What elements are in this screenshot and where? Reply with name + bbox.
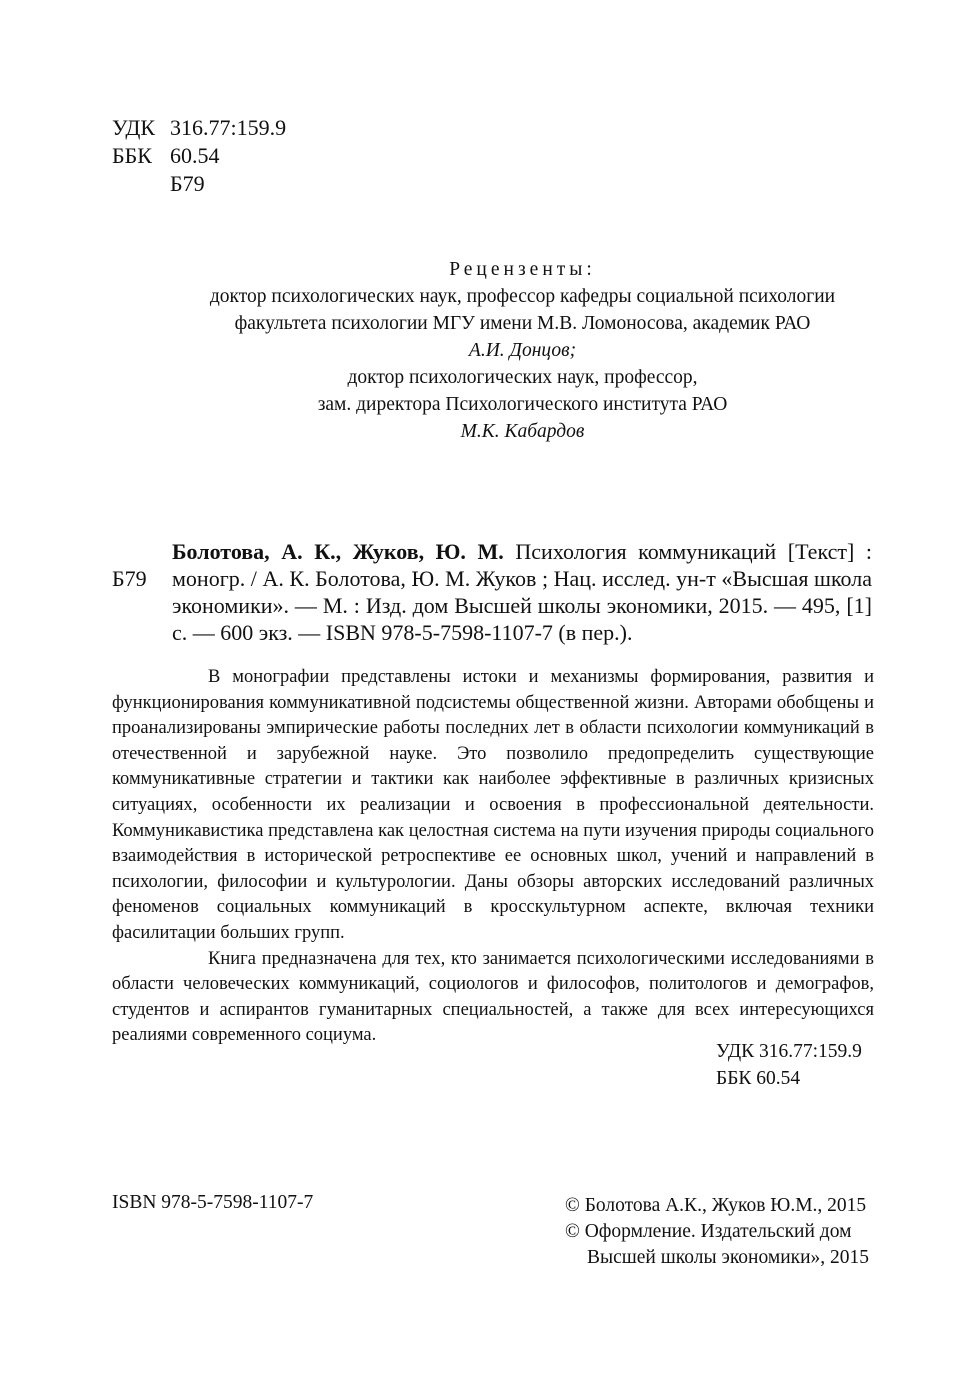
reviewer2-line2: зам. директора Психологического института РАО [317,394,728,415]
classification-codes [112,114,286,198]
bibliography-text: Психология коммуникаций [Текст] : моногр. / А. К. Болотова, Ю. М. Жуков ; Нац. исслед. ун-т «Высшая школа экономики». — М. : Изд. дом Высшей школы экономики, 2015. — 495, [1] с. — 600 экз. — ISBN 978-5-7598-1107-7 (в пер.). [172,539,872,645]
reviewers-block [150,256,895,445]
abstract [112,665,874,1049]
bbk-row [112,142,286,170]
udk-label: УДК [112,115,156,140]
udk-value: 316.77:159.9 [170,115,287,140]
copyright-design-line1: © Оформление. Издательский дом [565,1221,852,1242]
copyright-authors: © Болотова А.К., Жуков Ю.М., 2015 [565,1195,867,1216]
bibliography-record [172,538,872,646]
reviewer2-line1: доктор психологических наук, профессор, [347,367,698,388]
author-mark-row [112,170,286,198]
bottom-codes [716,1038,862,1092]
reviewer1-name: А.И. Донцов; [468,340,577,361]
reviewer1-line2: факультета психологии МГУ имени М.В. Ломоносова, академик РАО [234,313,811,334]
bibliography-authors: Болотова, А. К., Жуков, Ю. М. [172,539,504,564]
copyright-design-line2: Высшей школы экономики», 2015 [587,1247,870,1268]
bbk-label: ББК [112,143,152,168]
bibliography-mark: Б79 [112,566,147,591]
bottom-udk: УДК 316.77:159.9 [716,1041,862,1062]
author-mark: Б79 [170,171,205,196]
reviewers-heading: Рецензенты: [449,259,596,280]
copyright-block [565,1193,869,1271]
udk-row [112,114,286,142]
bottom-bbk: ББК 60.54 [716,1068,801,1089]
isbn: ISBN 978-5-7598-1107-7 [112,1192,314,1213]
abstract-paragraph-2: Книга предназначена для тех, кто занимается психологическими исследованиями в области человеческих коммуникаций, социологов и философов, политологов и демографов, студентов и аспирантов гуманитарных специальностей, а также для всех интересующихся реалиями современного социума. [112,948,874,1046]
bbk-value: 60.54 [170,143,220,168]
abstract-paragraph-1: В монографии представлены истоки и механизмы формирования, развития и функционирования коммуникативной подсистемы общественной жизни. Авторами обобщены и проанализированы эмпирические работы последних лет в области психологии коммуникаций в отечественной и зарубежной науке. Это позволило предопределить существующие коммуникативные стратегии и тактики как наиболее эффективные в различных кризисных ситуациях, особенности их реализации и освоения в профессиональной деятельности. Коммуникавистика представлена как целостная система на пути изучения природы социального взаимодействия в исторической ретроспективе ее основных школ, учений и направлений в психологии, философии и культурологии. Даны обзоры авторских исследований различных феноменов социальных коммуникаций в кросскультурном аспекте, включая техники фасилитации больших групп. [112,667,874,943]
reviewer2-name: М.К. Кабардов [460,421,585,442]
reviewer1-line1: доктор психологических наук, профессор кафедры социальной психологии [209,286,836,307]
